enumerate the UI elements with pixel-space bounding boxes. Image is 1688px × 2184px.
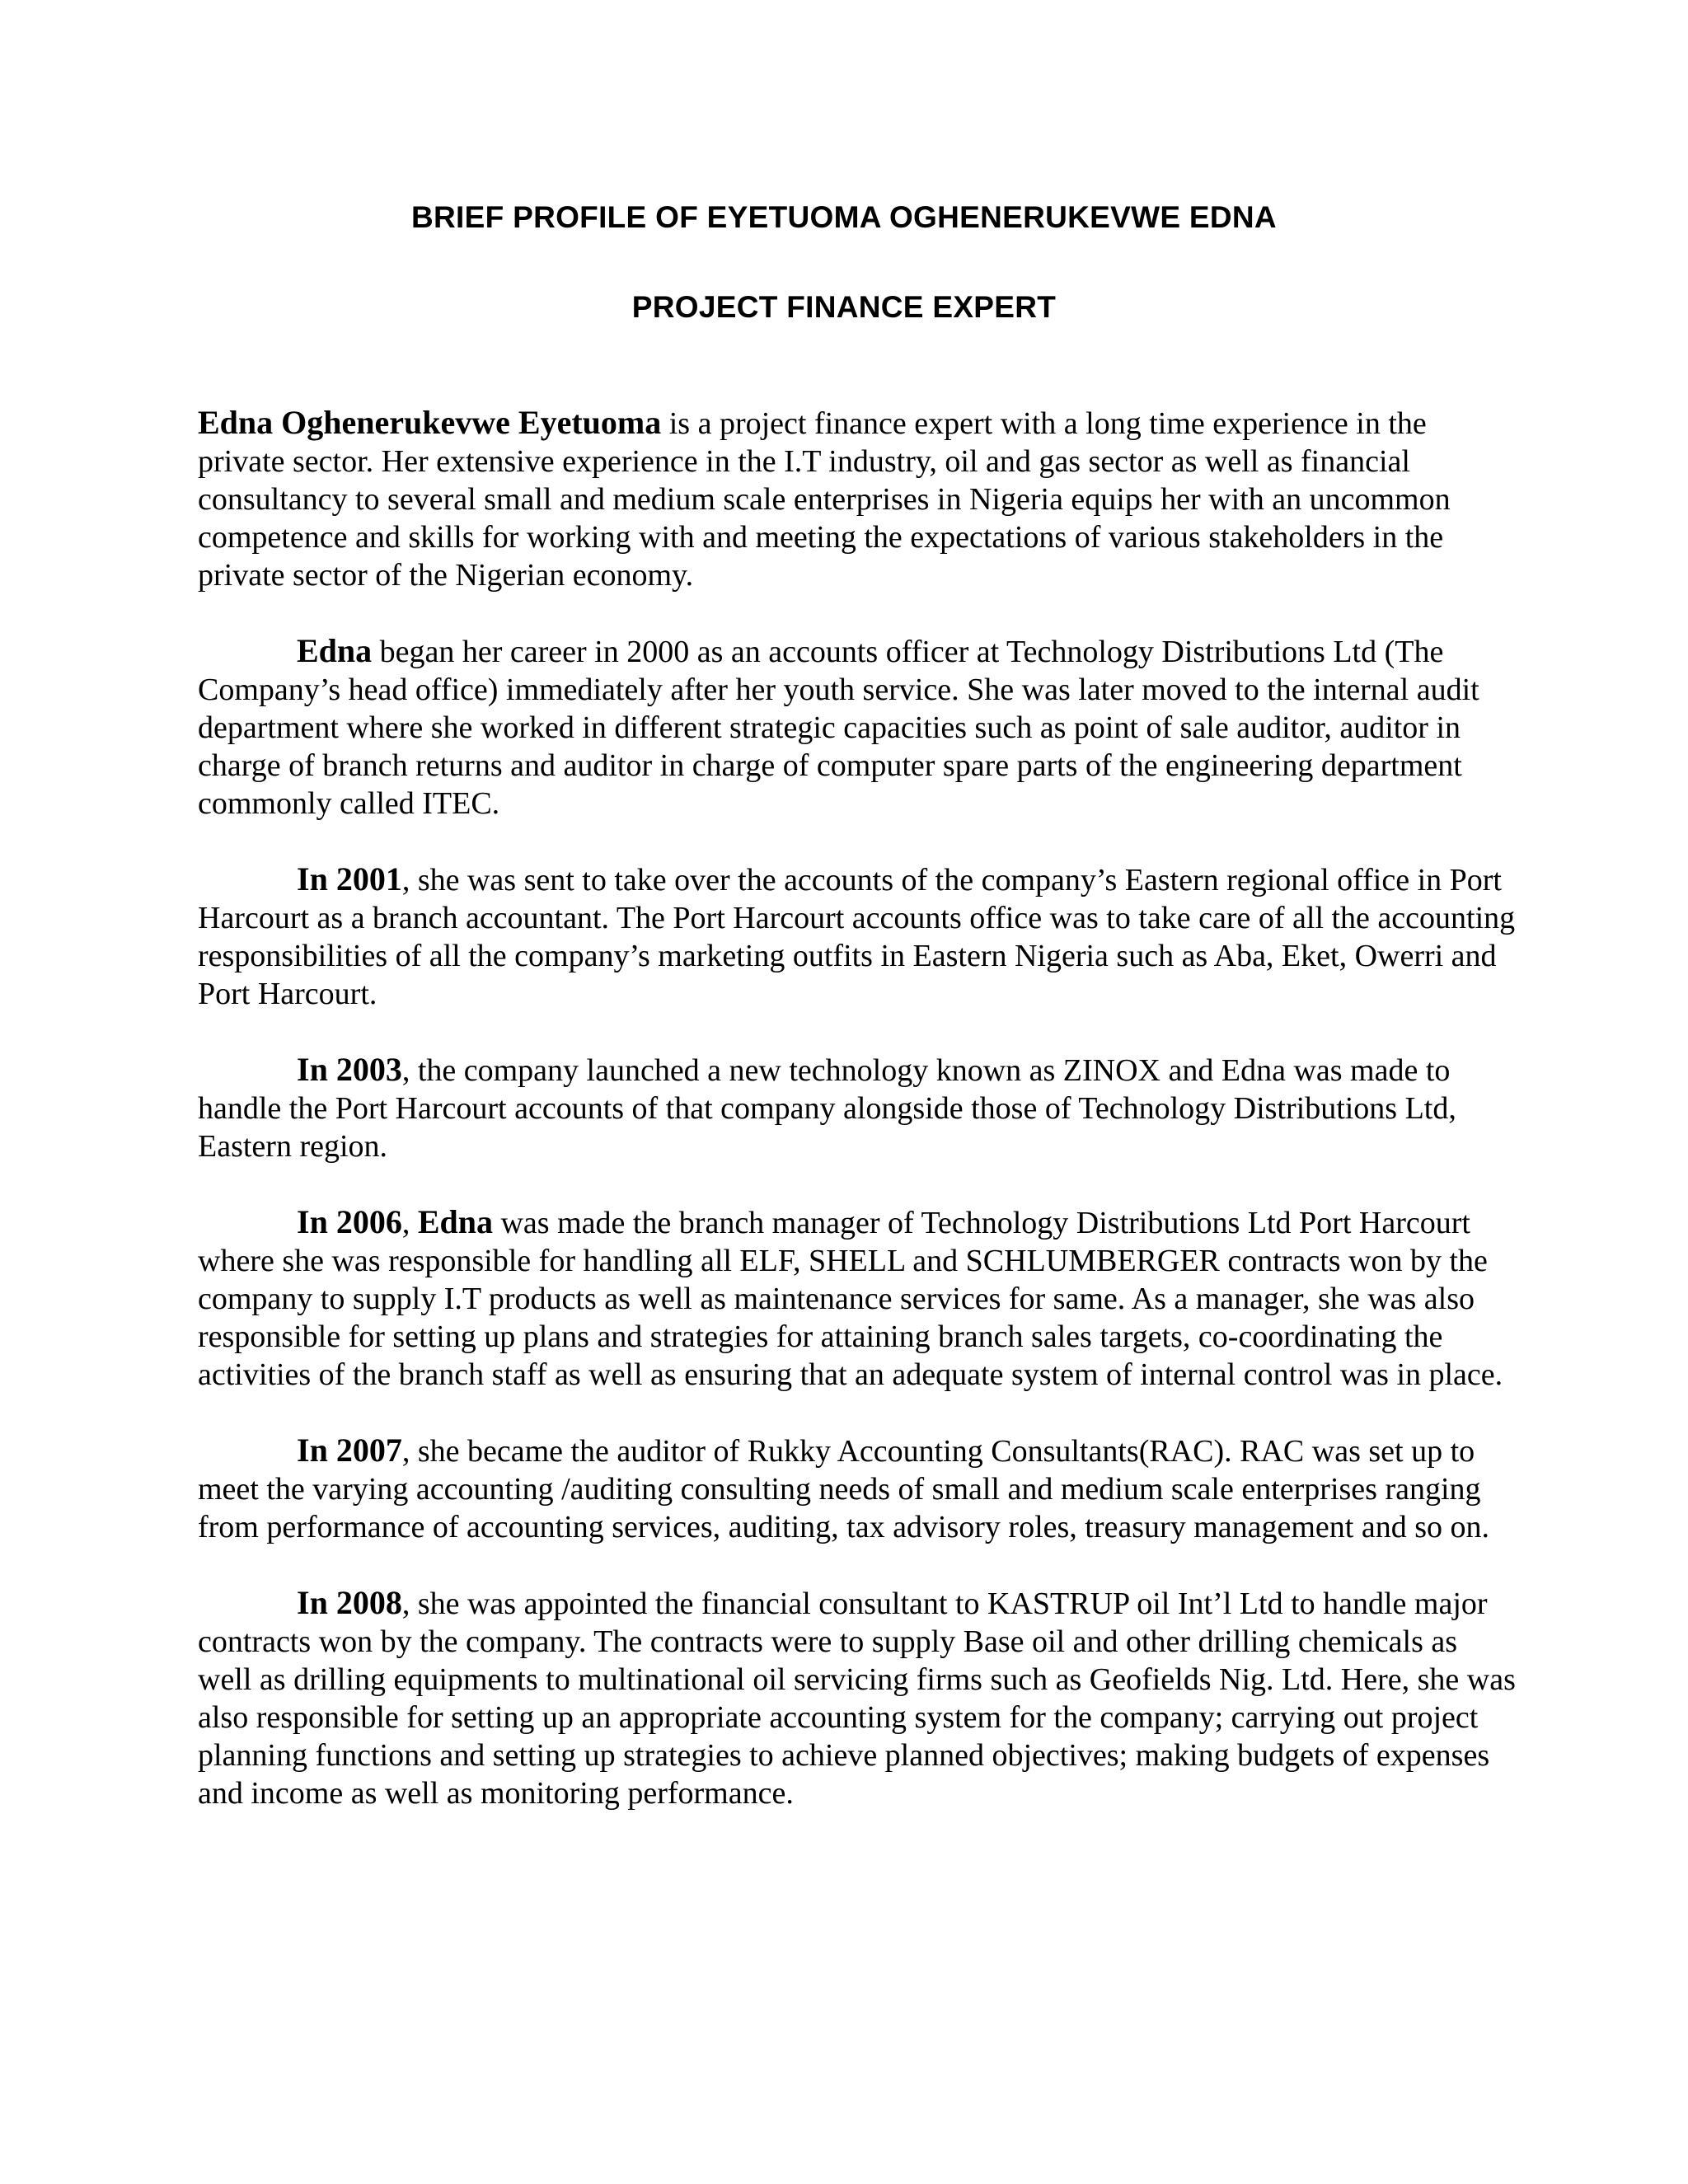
paragraph-lead: In 2008 bbox=[297, 1584, 402, 1621]
paragraph-text: , she became the auditor of Rukky Accounting Consultants(RAC). RAC was set up to meet the varying accounting /auditing consulting needs of small and medium scale enterprises ranging from performance of accounting services, auditing, tax advisory roles, treasury management and so on. bbox=[198, 1434, 1489, 1544]
paragraph-lead: In 2007 bbox=[297, 1432, 402, 1469]
document-body bbox=[198, 404, 1517, 1850]
paragraph-lead: In 2006 bbox=[297, 1203, 402, 1240]
paragraph-lead: In 2001 bbox=[297, 860, 402, 898]
paragraph-text: began her career in 2000 as an accounts officer at Technology Distributions Ltd (The Company’s head office) immediately after her youth service. She was later moved to the internal audit department where she worked in different strategic capacities such as point of sale auditor, auditor in charge of branch returns and auditor in charge of computer spare parts of the engineering department commonly called ITEC. bbox=[198, 635, 1479, 821]
document-subtitle: PROJECT FINANCE EXPERT bbox=[631, 290, 1057, 324]
paragraph-2007 bbox=[198, 1432, 1517, 1546]
paragraph-text: was made the branch manager of Technology Distributions Ltd Port Harcourt where she was responsible for handling all ELF, SHELL and SCHLUMBERGER contracts won by the company to supply I.T products as well as maintenance services for same. As a manager, she was also responsible for setting up plans and strategies for attaining branch sales targets, co-coordinating the activities of the branch staff as well as ensuring that an adequate system of internal control was in place. bbox=[198, 1206, 1503, 1392]
paragraph-2006 bbox=[198, 1203, 1517, 1394]
paragraph-lead: Edna Oghenerukevwe Eyetuoma bbox=[198, 404, 662, 441]
paragraph-separator: , bbox=[401, 1206, 418, 1240]
paragraph-2008 bbox=[198, 1584, 1517, 1812]
paragraph-lead-secondary: Edna bbox=[417, 1203, 493, 1240]
paragraph-2003 bbox=[198, 1051, 1517, 1165]
paragraph-intro bbox=[198, 404, 1517, 594]
paragraph-text: , the company launched a new technology known as ZINOX and Edna was made to handle the Port Harcourt accounts of that company alongside those of Technology Distributions Ltd, Eastern region. bbox=[198, 1053, 1456, 1164]
paragraph-text: , she was appointed the financial consultant to KASTRUP oil Int’l Ltd to handle major contracts won by the company. The contracts were to supply Base oil and other drilling chemicals as well as drilling equipments to multinational oil servicing firms such as Geofields Nig. Ltd. Here, she was also responsible for setting up an appropriate accounting system for the company; carrying out project planning functions and setting up strategies to achieve planned objectives; making budgets of expenses and income as well as monitoring performance. bbox=[198, 1586, 1516, 1811]
paragraph-2001 bbox=[198, 860, 1517, 1013]
document-title: BRIEF PROFILE OF EYETUOMA OGHENERUKEVWE EDNA bbox=[411, 200, 1277, 234]
paragraph-lead: In 2003 bbox=[297, 1051, 402, 1088]
paragraph-text: is a project finance expert with a long time experience in the private sector. Her extensive experience in the I.T industry, oil and gas sector as well as financial consultancy to several small and medium scale enterprises in Nigeria equips her with an uncommon competence and skills for working with and meeting the expectations of various stakeholders in the private sector of the Nigerian economy. bbox=[198, 406, 1451, 593]
paragraph-lead: Edna bbox=[297, 632, 373, 669]
paragraph-career-start bbox=[198, 632, 1517, 823]
paragraph-text: , she was sent to take over the accounts of the company’s Eastern regional office in Port Harcourt as a branch accountant. The Port Harcourt accounts office was to take care of all the accounting responsibilities of all the company’s marketing outfits in Eastern Nigeria such as Aba, Eket, Owerri and Port Harcourt. bbox=[198, 863, 1516, 1011]
